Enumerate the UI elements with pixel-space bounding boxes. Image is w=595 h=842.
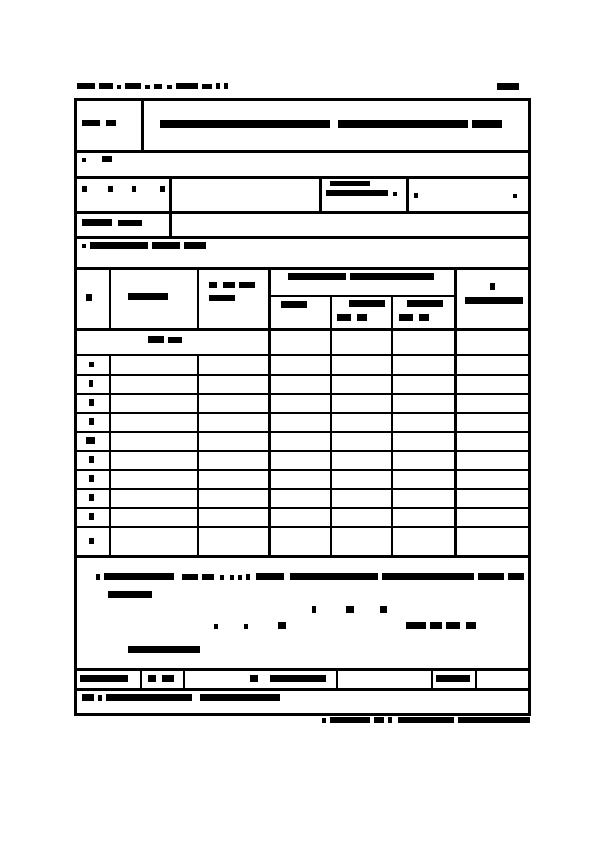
footer-label	[146, 674, 180, 683]
footer-col	[431, 668, 433, 689]
table-subheader-1	[281, 300, 321, 310]
bottom-caption	[322, 716, 532, 724]
row-number	[89, 456, 94, 463]
footer-label	[250, 674, 334, 683]
table-row-line	[74, 450, 531, 452]
row-divider	[74, 328, 531, 331]
total-row-label	[148, 335, 192, 345]
table-row-line	[74, 526, 531, 528]
header-subdivider	[269, 295, 455, 297]
table-col	[197, 267, 199, 330]
table-row-line	[74, 412, 531, 414]
table-header-item	[128, 292, 178, 300]
table-header-group	[288, 272, 438, 282]
row-number	[89, 513, 94, 520]
row-divider	[74, 668, 531, 671]
row-number	[89, 399, 94, 406]
field-marker	[414, 192, 524, 200]
field-label	[326, 180, 402, 202]
table-row-line	[74, 431, 531, 433]
table-col	[268, 267, 271, 556]
table-row-line	[74, 374, 531, 376]
col-divider	[169, 176, 172, 238]
row-number	[89, 494, 94, 501]
form-code	[82, 118, 132, 128]
table-row-line	[74, 488, 531, 490]
col-divider	[406, 176, 409, 213]
field-label	[82, 155, 142, 163]
section-heading	[82, 241, 242, 251]
table-subheader-3	[395, 299, 451, 325]
row-number	[86, 437, 95, 444]
table-col	[454, 267, 457, 556]
row-number	[89, 362, 94, 367]
form-title	[160, 118, 520, 130]
table-row-line	[74, 469, 531, 471]
notes-block	[96, 572, 526, 662]
table-header-no	[86, 293, 98, 301]
col-divider	[319, 176, 322, 213]
footer-label	[436, 674, 472, 683]
field-label	[82, 184, 167, 194]
row-number	[89, 418, 94, 425]
row-divider	[74, 267, 531, 270]
top-left-caption	[77, 81, 287, 91]
table-row-line	[74, 393, 531, 395]
field-label	[82, 218, 166, 228]
row-number	[89, 475, 94, 482]
row-divider	[74, 211, 531, 214]
table-col	[330, 295, 332, 556]
table-col	[109, 267, 111, 330]
table-header-remark	[459, 283, 527, 307]
footer-label	[82, 693, 292, 702]
row-divider	[74, 236, 531, 239]
row-divider	[74, 354, 531, 356]
table-header-qty	[209, 281, 259, 303]
table-bottom	[74, 555, 531, 558]
footer-label	[80, 674, 136, 683]
table-col	[197, 354, 199, 556]
table-col	[109, 354, 111, 556]
table-row-line	[74, 507, 531, 509]
row-number	[89, 380, 93, 387]
top-right-caption	[497, 82, 523, 91]
row-divider	[74, 176, 531, 179]
row-divider	[74, 688, 531, 691]
table-col	[391, 295, 393, 556]
footer-col	[336, 668, 338, 689]
footer-col	[140, 668, 142, 689]
footer-col	[475, 668, 477, 689]
col-divider	[141, 98, 144, 152]
table-subheader-2	[333, 299, 389, 325]
footer-col	[183, 668, 185, 689]
row-number	[89, 538, 94, 544]
